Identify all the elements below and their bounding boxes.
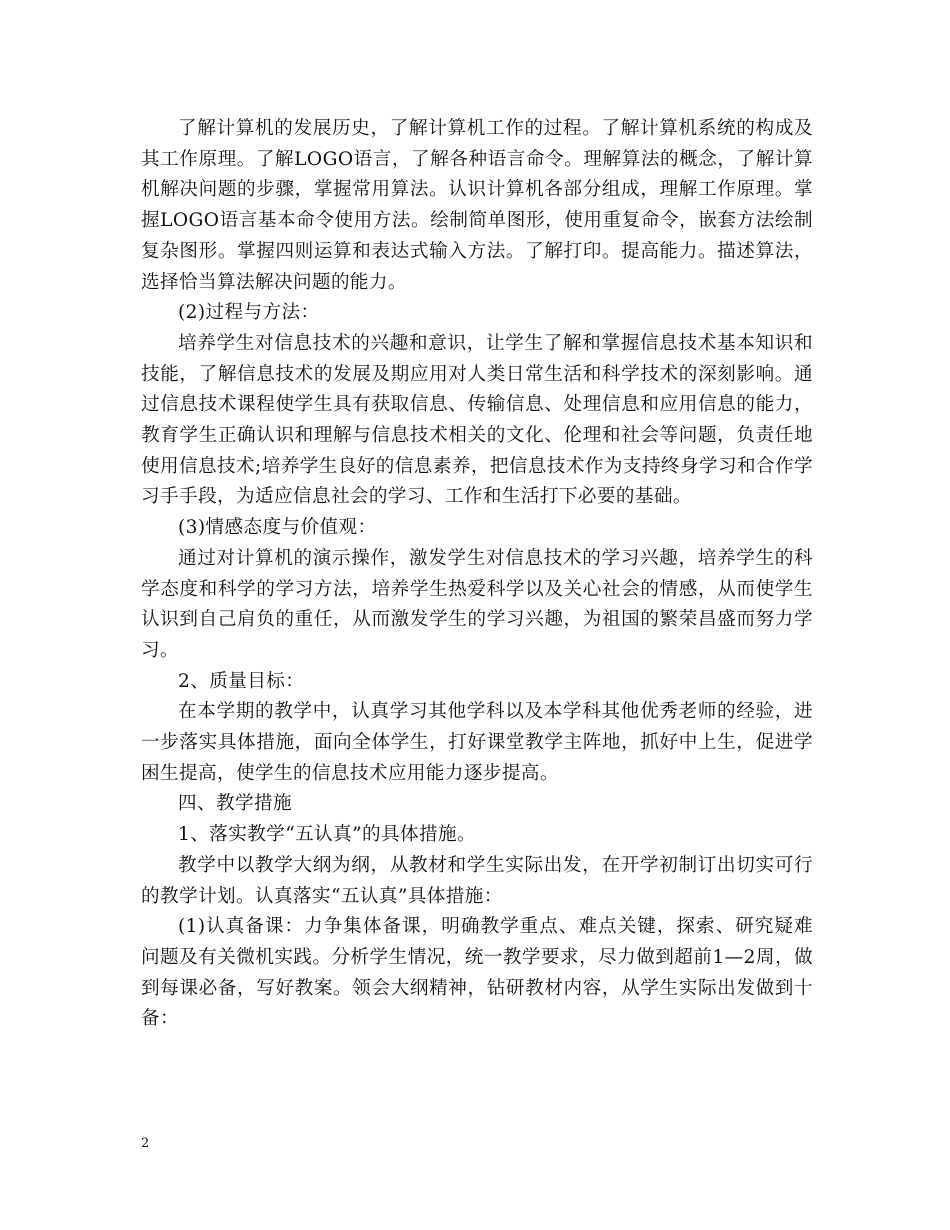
heading-process-methods: (2)过程与方法： <box>178 302 320 324</box>
heading-teaching-measures: 四、教学措施 <box>178 793 292 815</box>
paragraph-knowledge-goals: 了解计算机的发展历史，了解计算机工作的过程。了解计算机系统的构成及其工作原理。了解LOGO语言，了解各种语言命令。理解算法的概念，了解计算机解决问题的步骤，掌握常用算法。认识计算机各部分组成，理解工作原理。掌握LOGO语言基本命令使用方法。绘制简单图形，使用重复命令，嵌套方法绘制复杂图形。掌握四则运算和表达式输入方法。了解打印。提高能力。描述算法，选择恰当算法解决问题的能力。 <box>141 118 813 293</box>
page-number: 2 <box>141 1136 150 1151</box>
paragraph-process-methods: 培养学生对信息技术的兴趣和意识，让学生了解和掌握信息技术基本知识和技能，了解信息技术的发展及期应用对人类日常生活和科学技术的深刻影响。通过信息技术课程使学生具有获取信息、传输信息、处理信息和应用信息的能力，教育学生正确认识和理解与信息技术相关的文化、伦理和社会等问题，负责任地使用信息技术;培养学生良好的信息素养，把信息技术作为支持终身学习和合作学习手手段，为适应信息社会的学习、工作和生活打下必要的基础。 <box>141 332 813 508</box>
body-text <box>141 114 813 1035</box>
heading-quality-goals: 2、质量目标： <box>178 670 305 692</box>
paragraph-emotion-values: 通过对计算机的演示操作，激发学生对信息技术的学习兴趣，培养学生的科学态度和科学的学习方法，培养学生热爱科学以及关心社会的情感，从而使学生认识到自己肩负的重任，从而激发学生的学习兴趣，为祖国的繁荣昌盛而努力学习。 <box>141 547 813 661</box>
paragraph-quality-goals: 在本学期的教学中，认真学习其他学科以及本学科其他优秀老师的经验，进一步落实具体措施，面向全体学生，打好课堂教学主阵地，抓好中上生，促进学困生提高，使学生的信息技术应用能力逐步提高。 <box>141 701 813 784</box>
heading-five-diligences: 1、落实教学“五认真”的具体措施。 <box>178 824 476 846</box>
heading-emotion-values: (3)情感态度与价值观： <box>178 517 377 539</box>
paragraph-teaching-plan: 教学中以教学大纲为纲，从教材和学生实际出发，在开学初制订出切实可行的教学计划。认真落实“五认真”具体措施： <box>141 854 813 907</box>
paragraph-lesson-prep: (1)认真备课：力争集体备课，明确教学重点、难点关键，探索、研究疑难问题及有关微机实践。分析学生情况，统一教学要求，尽力做到超前1—2周，做到每课必备，写好教案。领会大纲精神，钻研教材内容，从学生实际出发做到十备： <box>141 916 813 1030</box>
